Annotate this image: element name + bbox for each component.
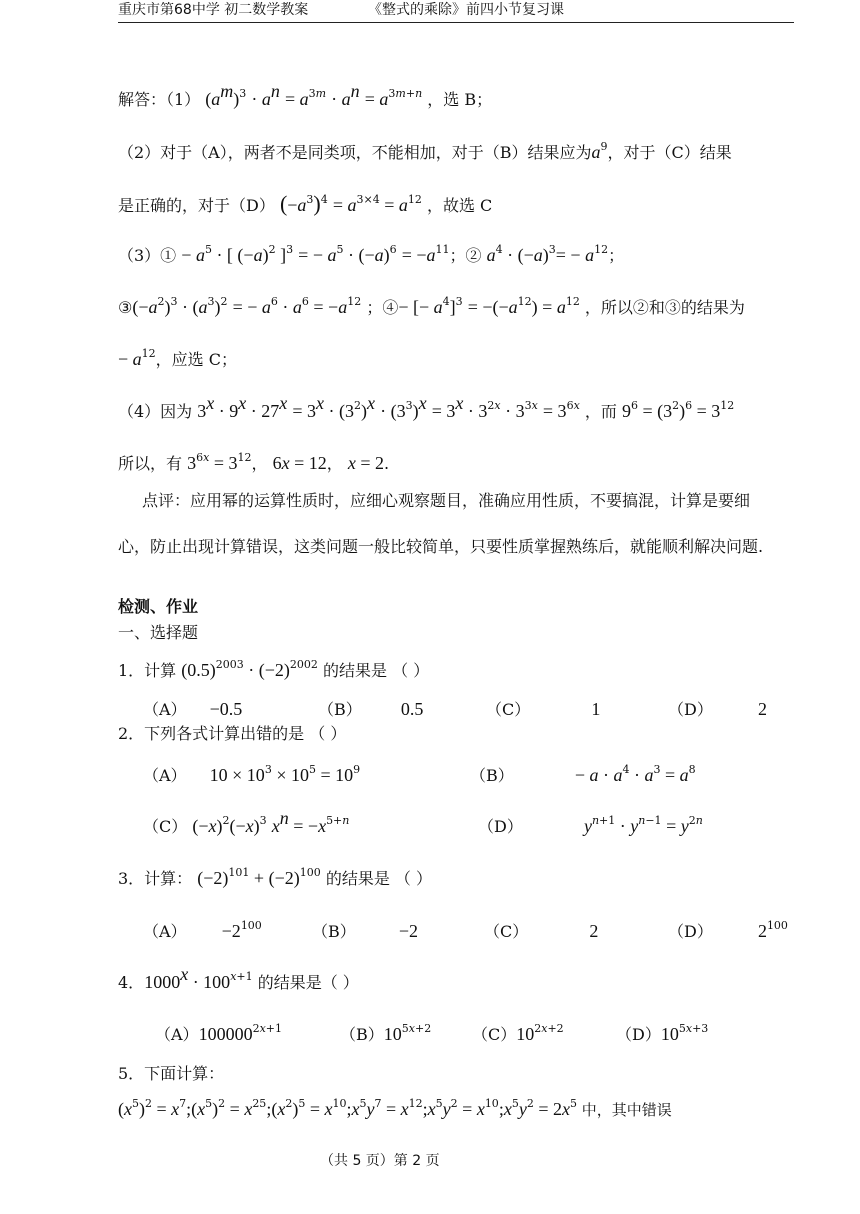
header-topic: 《整式的乘除》前四小节复习课 <box>368 2 564 18</box>
subsection-title: 一、选择题 <box>118 623 199 642</box>
q1-option-a: （A） −0.5 <box>143 699 243 719</box>
page-footer: （共 5 页）第 2 页 <box>320 1153 440 1169</box>
q3-option-a-value: −2 <box>221 921 241 941</box>
q3-option-b: （B） −2 <box>312 921 419 941</box>
question-5: 5．下面计算： <box>118 1064 225 1083</box>
q2-option-a: （A） $10 \times 10^3 \times 10^5 = 10^9$ <box>143 763 361 785</box>
solution-line-1: 解答：（1） $(a^m)^3 \cdot a^n = a^{3m} \cdot a^n = a^{3m+n}$ ，选 B； <box>118 81 493 109</box>
section-title: 检测、作业 <box>118 597 199 616</box>
q1-option-d-value: 2 <box>757 699 767 719</box>
solution-line-6: − $a^{12}$，应选 C； <box>118 347 237 369</box>
remark <box>118 490 794 558</box>
solution-line-5: $③(-a^2)^3 \cdot (a^3)^2$ = − $a^6 \cdot a^6 = -a^{12}$ ；④− [− $a^4]^3 = -(-a^{12}) = a^{12}$ ，所以②和③的结果为 <box>118 295 745 317</box>
question-5-expressions: $(x^5)^2$ = $x^7;(x^5)^2$ = $x^{25};(x^2)^5$ = $x^{10};x^5y^7$ = $x^{12};x^5y^2$ = $x^{10};x^5y^2 = 2x^5$ 中，其中错误 <box>118 1097 672 1119</box>
q3-option-c-value: 2 <box>589 921 599 941</box>
q3-option-b-value: −2 <box>398 921 419 941</box>
q2-option-c: （C） $(-x)^2(-x)^3$ $x^n = -x^{5+n}$ <box>143 808 350 836</box>
page-header <box>118 0 794 23</box>
q1-option-c-value: 1 <box>591 699 601 719</box>
header-school: 重庆市第68中学 初二数学教案 <box>118 2 309 18</box>
q4-option-c: $(C)10^{2x+2}$ <box>472 1022 564 1044</box>
q1-option-b: （B） 0.5 <box>318 699 424 719</box>
q1-option-c: （C） 1 <box>486 699 601 719</box>
remark-line-1: 点评：应用幂的运算性质时，应细心观察题目，准确应用性质，不要搞混，计算是要细 <box>142 491 751 510</box>
solution-line-4: （3）① − $a^5$ · [ $(-a)^2$ ]$^3$ = − $a^5 \cdot (-a)^6 = -a^{11}$；② $a^4 \cdot (-a)^3= - a^{12}$； <box>118 243 625 265</box>
question-2: 2．下列各式计算出错的是 （ ） <box>118 724 347 743</box>
solution-line-2: （2）对于（A），两者不是同类项，不能相加，对于（B）结果应为$a^9$，对于（C）结果 <box>118 140 732 162</box>
q1-option-b-value: 0.5 <box>400 699 424 719</box>
q1-option-a-value: −0.5 <box>209 699 243 719</box>
question-4: 4．$1000^x \cdot 100^{x+1}$ 的结果是（ ） <box>118 964 359 992</box>
question-1: 1．计算 $(0.5)^{2003} \cdot (-2)^{2002}$ 的结果是 （ ） <box>118 658 430 680</box>
q3-option-a: $(A) -2^{100}$ <box>143 919 262 941</box>
q3-option-c: （C） 2 <box>484 921 599 941</box>
solution-line-3: 是正确的，对于（D） $(-a^3)^4 = a^{3\times 4} = a^{12}$ ，故选 C <box>118 191 493 216</box>
solution-line-8: 所以，有 $3^{6x} = 3^{12}$， 6x = 12， x = 2. <box>118 451 390 473</box>
q4-option-d: $(D)10^{5x+3}$ <box>616 1022 709 1044</box>
q4-option-a: $(A)100000^{2x+1}$ <box>155 1022 282 1044</box>
solution-line-7: （4）因为 $3^x \cdot 9^x \cdot 27^x = 3^x \cdot (3^2)^x \cdot (3^3)^x = 3^x \cdot 3^{2x} \cdot 3^{3x} = 3^{6x}$ ，而 $9^6 = (3^2)^6 = 3^{12}$ <box>118 393 735 421</box>
q2-option-d: （D） $y^{n+1} \cdot y^{n-1} = y^{2n}$ <box>478 814 703 836</box>
q3-option-d: （D） $2^{100}$ <box>668 919 788 941</box>
question-3: 3．计算： $(-2)^{101} + (-2)^{100}$ 的结果是 （ ） <box>118 866 432 888</box>
remark-line-2: 心，防止出现计算错误，这类问题一般比较简单，只要性质掌握熟练后，就能顺利解决问题. <box>118 537 764 556</box>
q1-option-d: （D） 2 <box>668 699 767 719</box>
q4-option-b: $(B)10^{5x+2}$ <box>340 1022 432 1044</box>
q2-option-b: $(B) - a \cdot a^4 \cdot a^3 = a^8$ <box>470 763 696 785</box>
q3-option-d-value: 2 <box>757 921 767 941</box>
